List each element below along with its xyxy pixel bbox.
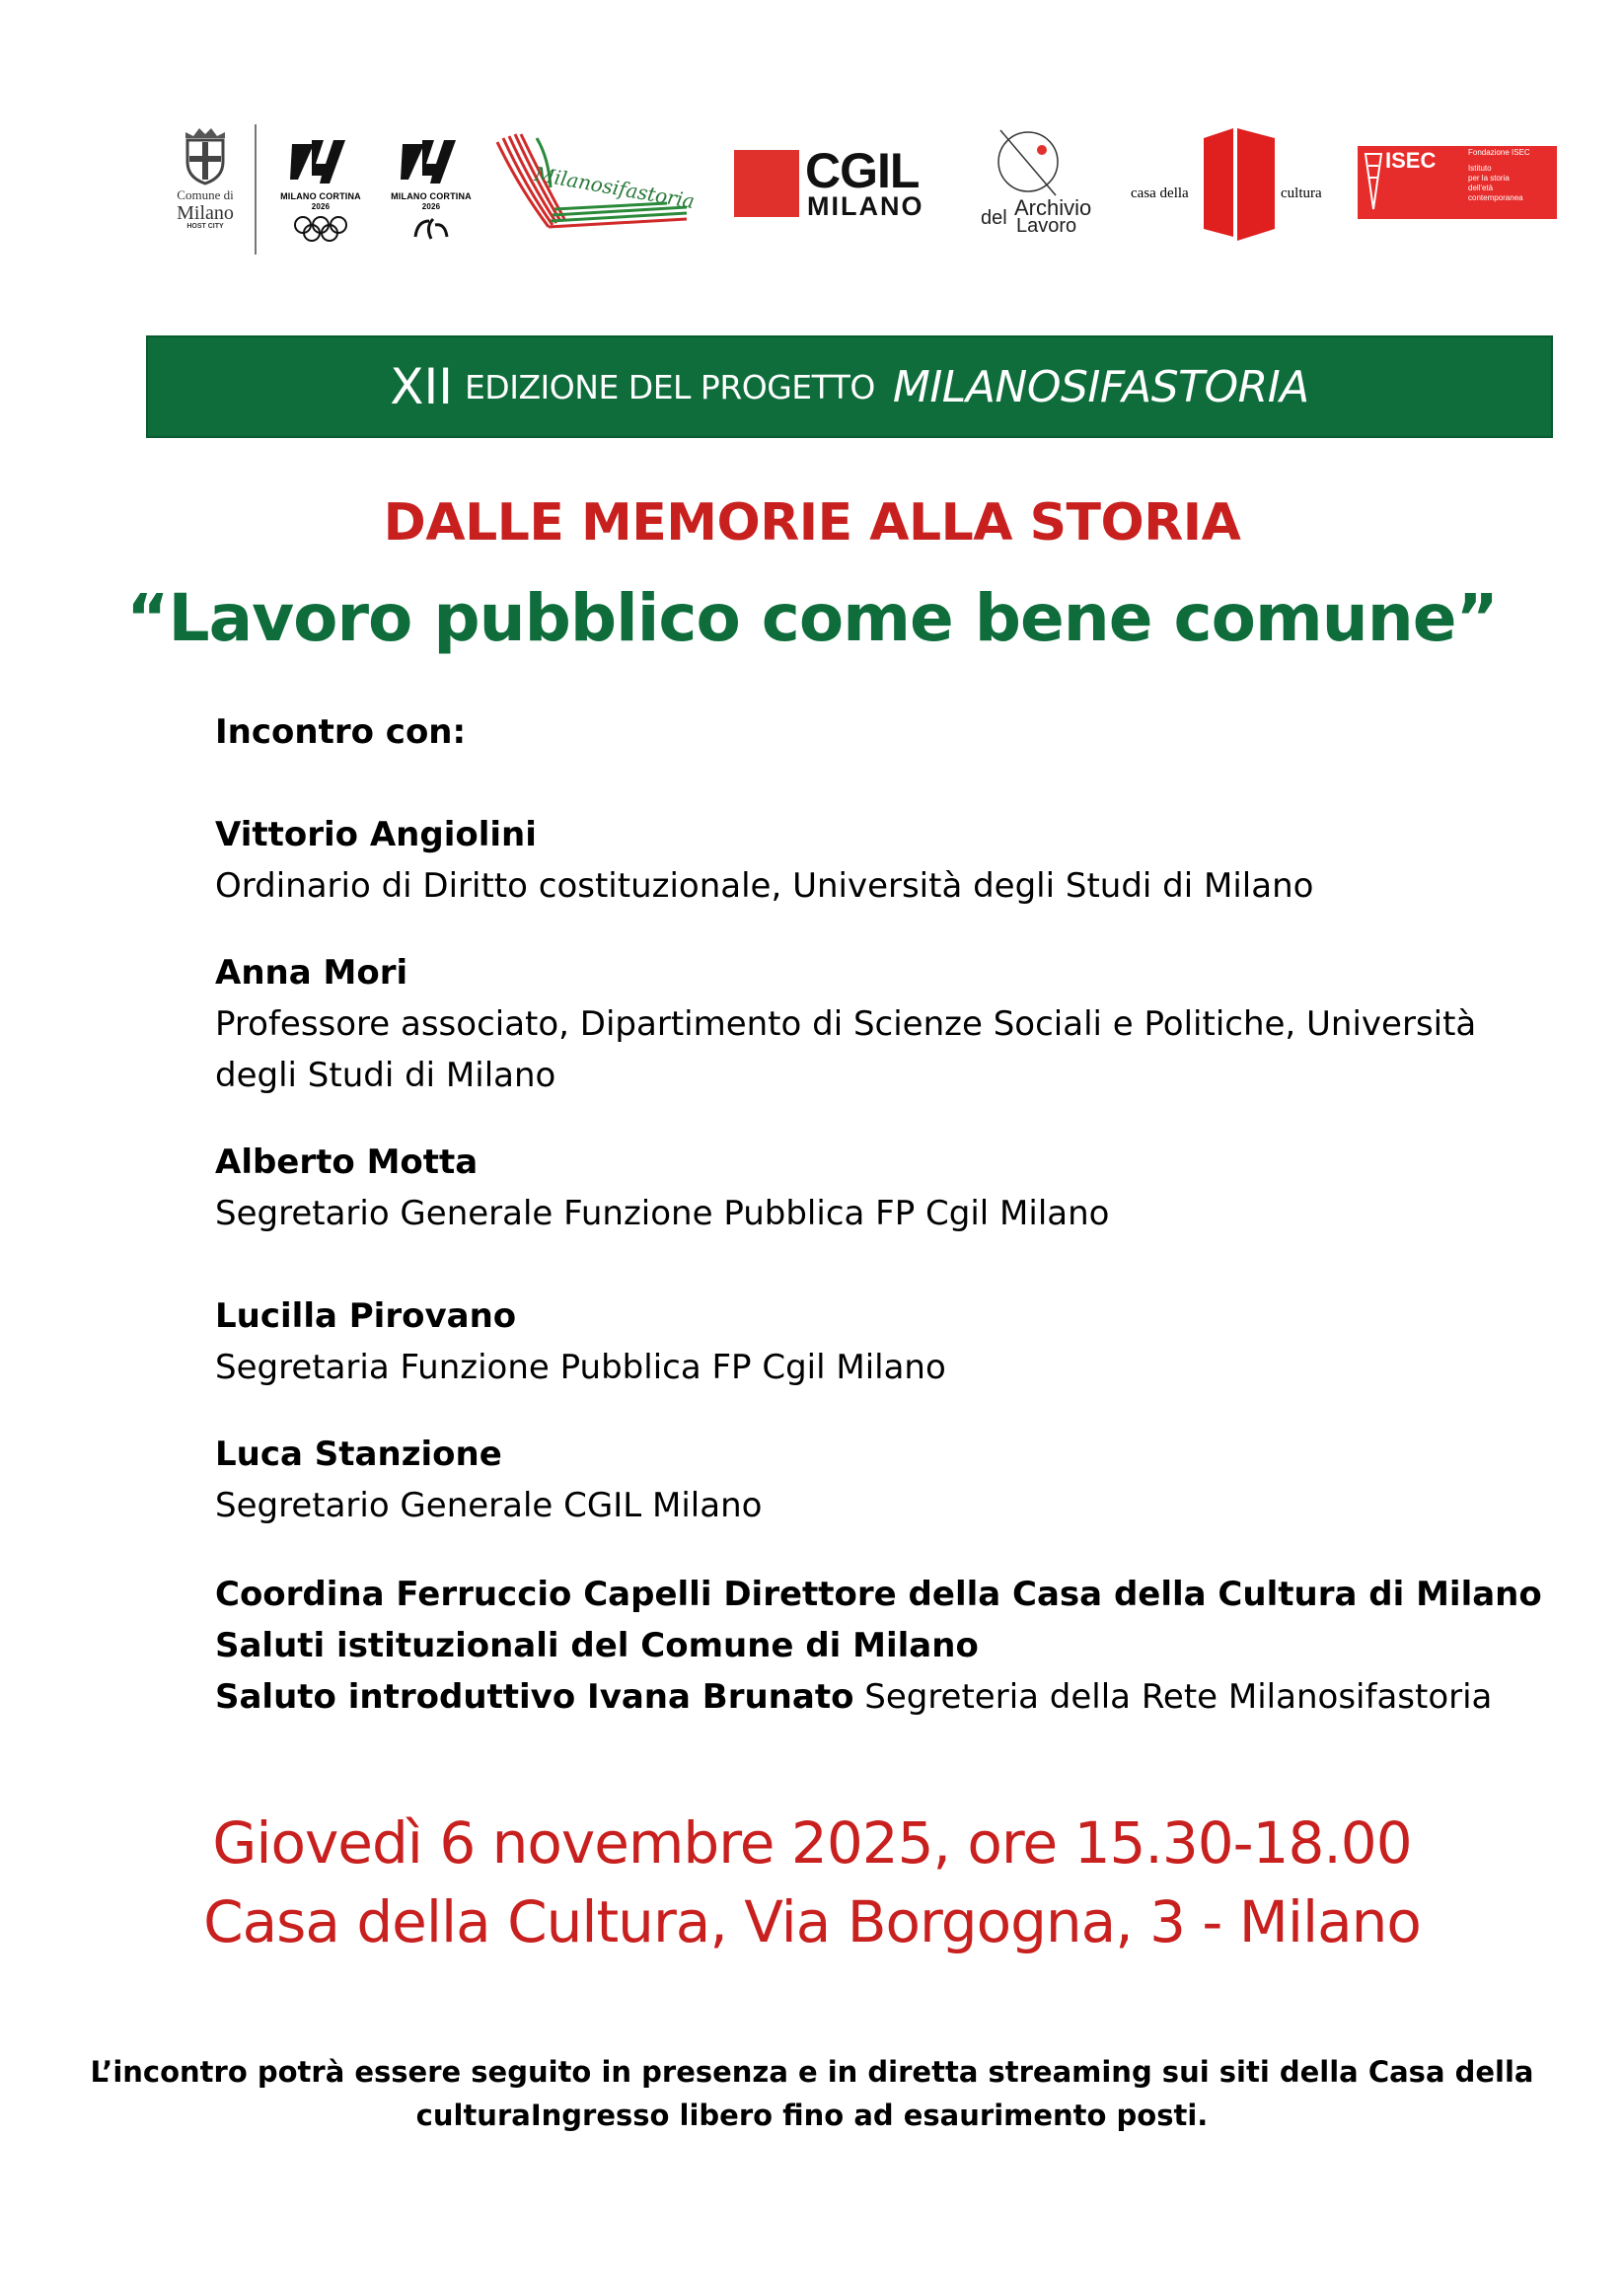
event-date: Giovedì 6 novembre 2025, ore 15.30-18.00 — [212, 1809, 1412, 1877]
cgil-red-square — [734, 150, 799, 217]
cgil-milano-logo — [734, 143, 935, 221]
intro-greeting-role: Segreteria della Rete Milanosifastoria — [853, 1677, 1493, 1717]
paralympics-year: 2026 — [421, 202, 441, 211]
intro-greeting-line — [215, 1677, 1492, 1717]
edition-banner — [146, 335, 1553, 438]
speaker-role: Segretario Generale Funzione Pubblica FP Cgil Milano — [215, 1194, 1110, 1233]
speaker-role: Segretario Generale CGIL Milano — [215, 1486, 763, 1525]
isec-line-5: contemporanea — [1468, 193, 1523, 202]
olympics-logo — [268, 134, 373, 253]
olympics-label: MILANO CORTINA — [280, 191, 361, 201]
footer-line: L’incontro potrà essere seguito in presenza e in diretta streaming sui siti della Casa della — [90, 2055, 1534, 2089]
cultura-label: cultura — [1281, 185, 1322, 201]
isec-foundation: Fondazione ISEC — [1468, 148, 1530, 157]
project-name: MILANOSIFASTORIA — [892, 361, 1309, 412]
milano-label: Milano — [177, 202, 234, 224]
logo-divider — [255, 124, 257, 255]
olympics-year: 2026 — [311, 202, 331, 211]
speaker-name: Vittorio Angiolini — [215, 815, 537, 854]
greetings-line: Saluti istituzionali del Comune di Milano — [215, 1626, 979, 1665]
cgil-milano-wordmark: MILANO — [807, 191, 924, 221]
isec-mark-icon — [1364, 152, 1383, 211]
edition-number: XII — [390, 358, 453, 415]
archivio-label: Archivio — [1014, 195, 1092, 220]
lavoro-label: Lavoro — [1016, 215, 1077, 237]
event-venue: Casa della Cultura, Via Borgogna, 3 - Milano — [203, 1888, 1421, 1955]
isec-line-2: Istituto — [1468, 164, 1492, 173]
speaker-role: Professore associato, Dipartimento di Scienze Sociali e Politiche, Università — [215, 1004, 1477, 1044]
comune-label: Comune di — [177, 187, 234, 202]
olympic-rings-icon — [291, 215, 350, 245]
speaker-name: Alberto Motta — [215, 1142, 479, 1182]
speaker-role: Ordinario di Diritto costituzionale, Università degli Studi di Milano — [215, 866, 1314, 906]
main-title: DALLE MEMORIE ALLA STORIA — [383, 493, 1241, 553]
isec-wordmark: ISEC — [1385, 148, 1437, 173]
casa-della-cultura-logo — [1131, 126, 1328, 243]
isec-line-4: dell'età — [1468, 184, 1494, 192]
coordination-line: Coordina Ferruccio Capelli Direttore della Casa della Cultura di Milano — [215, 1575, 1542, 1614]
city-crest-icon — [176, 124, 235, 185]
archivio-circle-icon — [989, 122, 1068, 201]
milanosifastoria-wordmark: Milanosifastoria — [532, 162, 697, 214]
m-emblem-icon — [397, 134, 466, 189]
paralympics-label: MILANO CORTINA — [391, 191, 472, 201]
m-emblem-icon — [286, 134, 355, 189]
speaker-name: Luca Stanzione — [215, 1435, 502, 1474]
speaker-role: degli Studi di Milano — [215, 1056, 556, 1095]
speaker-name: Lucilla Pirovano — [215, 1296, 517, 1336]
speaker-role: Segretaria Funzione Pubblica FP Cgil Milano — [215, 1348, 946, 1387]
footer-line: culturaIngresso libero fino ad esaurimento posti. — [415, 2099, 1209, 2132]
casa-red-doors-icon — [1202, 126, 1277, 243]
host-city-label: HOST CITY — [186, 223, 224, 230]
intro-label: Incontro con: — [215, 712, 467, 752]
cgil-wordmark: CGIL — [805, 143, 920, 198]
main-subtitle: “Lavoro pubblico come bene comune” — [126, 580, 1498, 656]
archivio-lavoro-logo — [977, 122, 1115, 241]
isec-line-3: per la storia — [1468, 174, 1510, 183]
archivio-prefix: del — [981, 207, 1007, 229]
paralympics-logo — [379, 134, 483, 253]
comune-milano-logo — [166, 124, 245, 253]
casa-della-label: casa della — [1131, 185, 1189, 201]
edition-label: EDIZIONE DEL PROGETTO — [464, 367, 875, 406]
milanosifastoria-logo — [489, 128, 711, 235]
agitos-icon — [409, 215, 453, 245]
speaker-name: Anna Mori — [215, 953, 408, 993]
intro-greeting-speaker: Saluto introduttivo Ivana Brunato — [215, 1677, 854, 1717]
isec-logo — [1358, 146, 1557, 219]
